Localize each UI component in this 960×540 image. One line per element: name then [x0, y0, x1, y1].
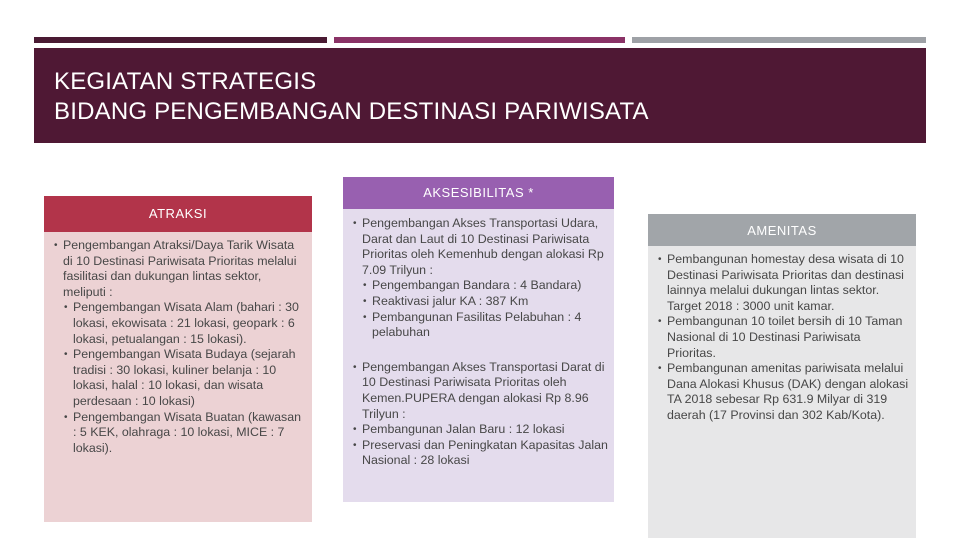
title-line-2: BIDANG PENGEMBANGAN DESTINASI PARIWISATA: [54, 98, 649, 125]
atraksi-body: [44, 232, 312, 522]
atraksi-heading: ATRAKSI: [44, 196, 312, 232]
amenitas-list: [648, 252, 916, 424]
slide-title: [54, 67, 649, 127]
aksesibilitas-heading: AKSESIBILITAS *: [343, 177, 614, 209]
accent-bar-1: [34, 37, 327, 43]
list-item: • Pembangunan Jalan Baru : 12 lokasi: [343, 422, 614, 438]
aksesibilitas-list: [343, 216, 614, 469]
amenitas-heading: AMENITAS: [648, 214, 916, 246]
list-item: • Pengembangan Wisata Budaya (sejarah tradisi : 30 lokasi, kuliner belanja : 10 lokasi, halal : 10 lokasi, dan wisata perdesaan : 10 lokasi): [44, 347, 312, 409]
atraksi-list: [44, 238, 312, 456]
aksesibilitas-body: [343, 209, 614, 502]
accent-bar-2: [334, 37, 625, 43]
title-banner: [34, 48, 926, 143]
accent-bar-3: [632, 37, 926, 43]
list-item: • Pembangunan Fasilitas Pelabuhan : 4 pelabuhan: [343, 310, 614, 341]
title-line-1: KEGIATAN STRATEGIS: [54, 68, 317, 95]
list-item: • Preservasi dan Peningkatan Kapasitas Jalan Nasional : 28 lokasi: [343, 438, 614, 469]
list-item: • Pengembangan Akses Transportasi Darat di 10 Destinasi Pariwisata Prioritas oleh Kemen.PUPERA dengan alokasi Rp 8.96 Trilyun :: [343, 360, 614, 422]
amenitas-body: [648, 246, 916, 538]
list-item: • Pengembangan Wisata Alam (bahari : 30 lokasi, ekowisata : 21 lokasi, geopark : 6 lokasi, petualangan : 15 lokasi).: [44, 300, 312, 347]
amenitas-panel: [648, 214, 916, 538]
aksesibilitas-panel: [343, 177, 614, 502]
list-item: • Pengembangan Atraksi/Daya Tarik Wisata di 10 Destinasi Pariwisata Prioritas melalui fasilitasi dan dukungan lintas sektor, meliputi :: [44, 238, 312, 300]
list-item: • Reaktivasi jalur KA : 387 Km: [343, 294, 614, 310]
list-item: • Pembangunan homestay desa wisata di 10 Destinasi Pariwisata Prioritas dan destinasi lainnya melalui dukungan lintas sektor. Target 2018 : 3000 unit kamar.: [648, 252, 916, 314]
list-item: • Pembangunan amenitas pariwisata melalui Dana Alokasi Khusus (DAK) dengan alokasi TA 2018 sebesar Rp 631.9 Milyar di 319 daerah (17 Provinsi dan 302 Kab/Kota).: [648, 361, 916, 423]
list-item: • Pengembangan Wisata Buatan (kawasan : 5 KEK, olahraga : 10 lokasi, MICE : 7 lokasi).: [44, 410, 312, 457]
atraksi-panel: [44, 196, 312, 522]
list-item: • Pengembangan Bandara : 4 Bandara): [343, 278, 614, 294]
list-item: • Pembangunan 10 toilet bersih di 10 Taman Nasional di 10 Destinasi Pariwisata Prioritas.: [648, 314, 916, 361]
list-item: • Pengembangan Akses Transportasi Udara, Darat dan Laut di 10 Destinasi Pariwisata Prioritas oleh Kemenhub dengan alokasi Rp 7.09 Trilyun :: [343, 216, 614, 278]
